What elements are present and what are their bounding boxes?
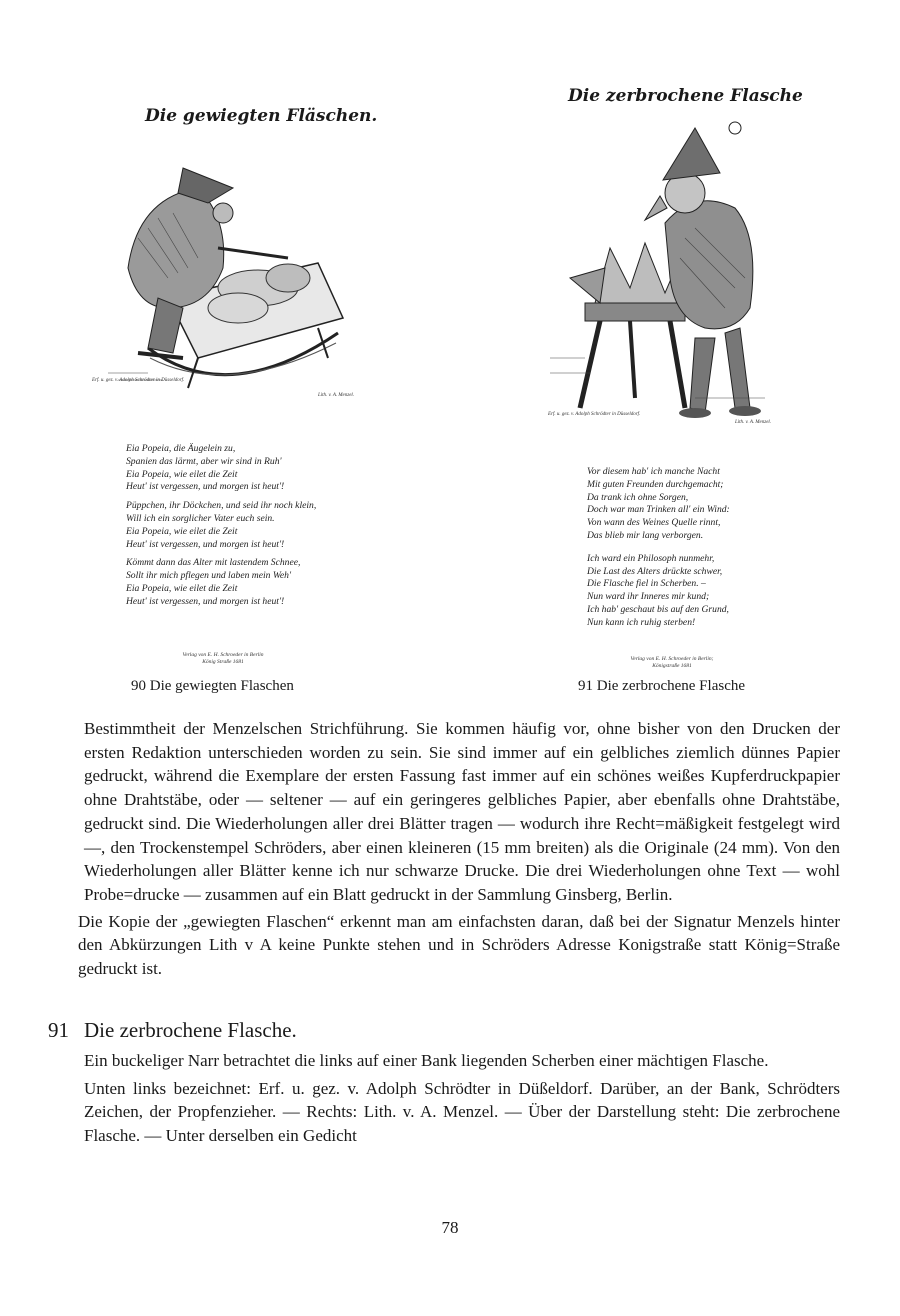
poem-line: Heut' ist vergessen, und morgen ist heut'! <box>126 595 285 607</box>
poem-line: Eia Popeia, wie eilet die Zeit <box>126 468 238 480</box>
poem-line: Nun ward ihr Inneres mir kund; <box>587 591 710 603</box>
plate-right-imprint-right: Lith. v. A. Menzel. <box>735 420 772 425</box>
plate-left-publisher <box>168 652 278 666</box>
paragraph: Unten links bezeichnet: Erf. u. gez. v. Adolph Schrödter in Düßeldorf. Darüber, an der Bank, Schrödters Zeichen, der Propfenzieher. — Rechts: Lith. v. A. Menzel. — Über der Darstellung steht: Die zerbrochene Flasche. — Unter derselben ein Gedicht <box>84 1078 840 1146</box>
publisher-line: Königstraße 1681 <box>652 663 692 669</box>
publisher-line: König Straße 1681 <box>202 659 244 665</box>
poem-line: Spanien das lärmt, aber wir sind in Ruh' <box>126 455 282 467</box>
plate-left-poem <box>126 443 316 615</box>
poem-line: Püppchen, ihr Döckchen, und seid ihr noch klein, <box>126 500 317 512</box>
plate-left-title: Die gewiegten Fläschen. <box>145 106 378 126</box>
poem-line: Will ich ein sorglicher Vater euch sein. <box>126 512 275 524</box>
poem-line: Da trank ich ohne Sorgen, <box>587 491 689 503</box>
poem-line: Die Flasche fiel in Scherben. – <box>587 578 706 590</box>
entry-number: 91 <box>48 1018 69 1042</box>
poem-line: Ich ward ein Philosoph nunmehr, <box>587 552 715 564</box>
plate-left-imprint-left: Erf. u. gez. v. Adolph Schrödter in Düsseldorf. <box>92 378 185 383</box>
entry-text <box>84 1049 840 1148</box>
plate-right-title: Die zerbrochene Flasche <box>568 86 803 106</box>
paragraph: Die Kopie der „gewiegten Flaschen“ erkennt man am einfachsten daran, daß bei der Signatur Menzels hinter den Abkürzungen Lith v A keine Punkte stehen und in Schröders Adresse Konigstraße statt König=Straße gedruckt ist. <box>78 911 840 979</box>
publisher-line: Verlag von E. H. Schroeder in Berlin; <box>630 656 714 662</box>
poem-line: Doch war man Trinken all' ein Wind: <box>587 504 730 516</box>
poem-line: Kömmt dann das Alter mit lastendem Schnee, <box>126 557 301 569</box>
poem-stanza <box>587 553 730 630</box>
illustration-gewiegte-flaschen <box>88 158 378 403</box>
plate-left-imprint-right: Lith. v. A. Menzel. <box>318 393 355 398</box>
poem-line: Eia Popeia, wie eilet die Zeit <box>126 525 238 537</box>
poem-line: Vor diesem hab' ich manche Nacht <box>587 466 720 477</box>
publisher-line: Verlag von E. H. Schroeder in Berlin <box>182 652 264 658</box>
poem-line: Das blieb mir lang verborgen. <box>587 529 704 541</box>
poem-line: Sollt ihr mich pflegen und laben mein Weh' <box>126 570 292 582</box>
poem-stanza <box>126 557 316 608</box>
body-text <box>78 717 840 981</box>
poem-line: Mit guten Freunden durchgemacht; <box>587 478 724 490</box>
poem-line: Heut' ist vergessen, und morgen ist heut'! <box>126 538 285 550</box>
paragraph: Ein buckeliger Narr betrachtet die links auf einer Bank liegenden Scherben einer mächtigen Flasche. <box>84 1051 769 1070</box>
paragraph: Bestimmtheit der Menzelschen Strichführung. Sie kommen häufig vor, ohne bisher von den Drucken der ersten Redaktion unterschieden worden zu sein. Sie sind immer auf ein gelbliches ziemlich dünnes Papier gedruckt, während die Exemplare der ersten Fassung fast immer auf ein schönes weißes Kupferdruckpapier ohne Drahtstäbe, oder — seltener — auf ein geringeres gelbliches Papier, aber ebenfalls ohne Drahtstäbe, gedruckt sind. Die Wiederholungen aller drei Blätter tragen — wodurch ihre Recht=mäßigkeit festgelegt wird —, den Trockenstempel Schröders, aber einen kleineren (15 mm breiten) als die Originale (24 mm). Von den Wiederholungen aller Blätter kenne ich nur schwarze Drucke. Die drei Wiederholungen ohne Text — wohl Probe=drucke — zusammen auf ein Blatt gedruckt in der Sammlung Ginsberg, Berlin. <box>84 719 840 904</box>
poem-line: Von wann des Weines Quelle rinnt, <box>587 517 721 529</box>
poem-line: Eia Popeia, die Äugelein zu, <box>126 443 236 454</box>
figure-caption-90: 90 Die gewiegten Flaschen <box>131 678 294 694</box>
plate-right-poem <box>587 466 730 636</box>
illustration-zerbrochene-flasche <box>545 118 785 433</box>
poem-line: Die Last des Alters drückte schwer, <box>587 565 723 577</box>
poem-line: Heut' ist vergessen, und morgen ist heut'! <box>126 481 285 493</box>
poem-stanza <box>587 466 730 543</box>
plate-right-publisher <box>612 656 732 670</box>
page-number: 78 <box>441 1218 459 1237</box>
catalogue-entry-heading <box>48 1018 297 1043</box>
entry-title: Die zerbrochene Flasche. <box>84 1018 297 1042</box>
plate-right-imprint-left: Erf. u. gez. v. Adolph Schrödter in Düsseldorf. <box>548 412 641 417</box>
poem-stanza <box>126 443 316 494</box>
poem-line: Eia Popeia, wie eilet die Zeit <box>126 582 238 594</box>
poem-line: Ich hab' geschaut bis auf den Grund, <box>587 603 729 615</box>
poem-stanza <box>126 500 316 551</box>
poem-line: Nun kann ich ruhig sterben! <box>587 616 696 628</box>
figure-caption-91: 91 Die zerbrochene Flasche <box>578 678 746 694</box>
